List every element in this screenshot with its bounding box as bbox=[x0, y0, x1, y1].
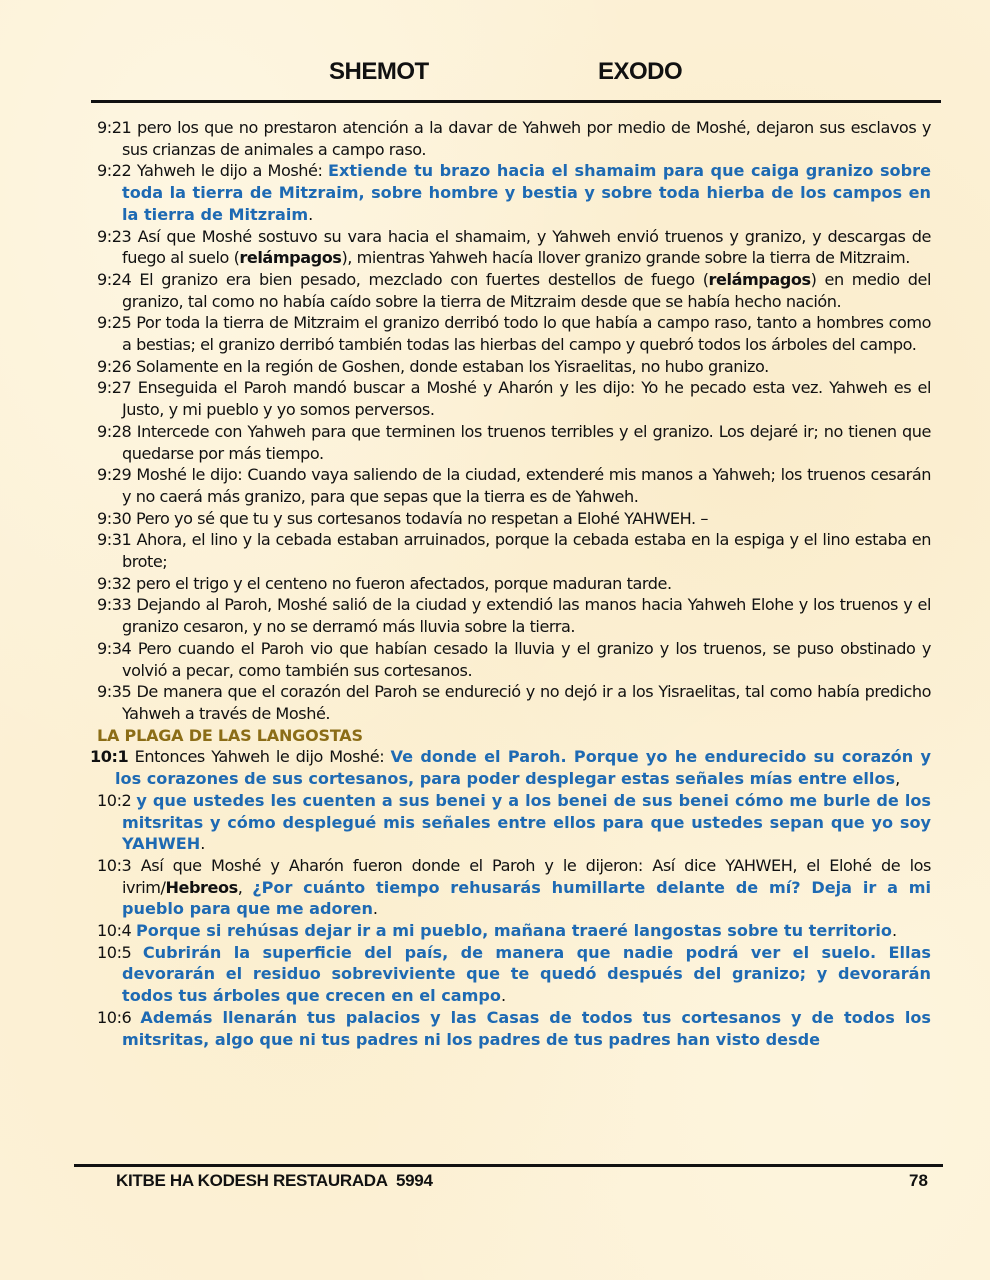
verse bbox=[97, 638, 931, 681]
verse-number: 9:26 bbox=[97, 356, 132, 376]
emphasis: Hebreos bbox=[165, 877, 238, 897]
verse-text: Yahweh le dijo a Moshé: bbox=[131, 161, 329, 181]
verse-text: . bbox=[501, 986, 506, 1006]
verse bbox=[97, 594, 931, 637]
verse-number: 9:33 bbox=[97, 595, 132, 615]
verse-text: ), mientras Yahweh hacía llover granizo grande sobre la tierra de Mitzraim. bbox=[341, 248, 910, 268]
verse-number: 10:1 bbox=[90, 747, 129, 767]
verse bbox=[97, 508, 931, 530]
verse bbox=[97, 790, 931, 855]
verse bbox=[97, 117, 931, 160]
verse-text: Intercede con Yahweh para que terminen los truenos terribles y el granizo. Los dejaré ir; no tienen que quedarse por más tiempo. bbox=[122, 421, 931, 463]
verse-text: pero los que no prestaron atención a la davar de Yahweh por medio de Moshé, dejaron sus esclavos y sus crianzas de animales a campo raso. bbox=[122, 118, 931, 159]
verse bbox=[97, 464, 931, 507]
verse-number: 9:25 bbox=[97, 313, 132, 333]
verse-list-chapter-10 bbox=[90, 746, 932, 1050]
verse bbox=[97, 529, 931, 572]
verse-text: ) en medio del granizo, tal como no había caído sobre la tierra de Mitzraim desde que se había hecho nación. bbox=[122, 269, 931, 311]
footer-title: KITBE HA KODESH RESTAURADA 5994 bbox=[116, 1171, 433, 1190]
verse-number: 9:22 bbox=[97, 161, 132, 181]
verse bbox=[97, 312, 931, 355]
verse-text: . bbox=[891, 921, 897, 941]
verse-text: Enseguida el Paroh mandó buscar a Moshé y Aharón y les dijo: Yo he pecado esta vez. Yahweh es el Justo, y mi pueblo y yo somos perversos. bbox=[122, 378, 931, 420]
verse-text: Dejando al Paroh, Moshé salió de la ciudad y extendió las manos hacia Yahweh Elohe y los truenos y el granizo cesaron, y no se derramó más lluvia sobre la tierra. bbox=[122, 595, 931, 637]
page-number: 78 bbox=[909, 1171, 928, 1190]
verse-text: El granizo era bien pesado, mezclado con fuertes destellos de fuego ( bbox=[131, 269, 709, 289]
verse-number: 9:21 bbox=[97, 118, 132, 137]
verse-text: pero el trigo y el centeno no fueron afectados, porque maduran tarde. bbox=[131, 573, 672, 593]
verse-number: 9:32 bbox=[97, 573, 132, 593]
verse-text: Moshé le dijo: Cuando vaya saliendo de la ciudad, extenderé mis manos a Yahweh; los truenos cesarán y no caerá más granizo, para que sepas que la tierra es de Yahweh. bbox=[122, 465, 931, 506]
verse-number: 9:31 bbox=[97, 530, 132, 550]
verse-number: 9:23 bbox=[97, 226, 132, 246]
verse-number: 10:4 bbox=[97, 921, 132, 941]
verse bbox=[97, 160, 931, 225]
verse-text: Así que Moshé y Aharón fueron donde el Paroh y le dijeron: Así dice YAHWEH, el Elohé de los ivrim/ bbox=[122, 855, 931, 897]
verse bbox=[97, 855, 931, 920]
verse bbox=[97, 920, 931, 942]
verse-number: 9:29 bbox=[97, 465, 132, 485]
verse-text: Así que Moshé sostuvo su vara hacia el shamaim, y Yahweh envió truenos y granizo, y descargas de fuego al suelo ( bbox=[122, 226, 931, 268]
verse-number: 10:3 bbox=[97, 855, 132, 875]
verse-text: Por toda la tierra de Mitzraim el granizo derribó todo lo que había a campo raso, tanto a hombres como a bestias; el granizo derribó también todas las hierbas del campo y quebró todos los árboles del campo. bbox=[122, 313, 931, 355]
verse-text: , bbox=[237, 877, 253, 897]
verse bbox=[97, 269, 931, 312]
book-title-hebrew: SHEMOT bbox=[329, 58, 429, 85]
verse bbox=[97, 226, 931, 269]
verse-number: 10:5 bbox=[97, 942, 132, 962]
verse-text: . bbox=[372, 899, 378, 919]
divine-speech: Extiende tu brazo hacia el shamaim para que caiga granizo sobre toda la tierra de Mitzraim, sobre hombre y bestia y sobre toda hierba de los campos en la tierra de Mitzraim bbox=[122, 161, 931, 224]
emphasis: relámpagos bbox=[239, 248, 342, 268]
verse-text: De manera que el corazón del Paroh se endureció y no dejó ir a los Yisraelitas, tal como había predicho Yahweh a través de Moshé. bbox=[122, 682, 931, 723]
verse-text: . bbox=[308, 204, 313, 224]
verse-number: 10:6 bbox=[97, 1007, 132, 1027]
verse bbox=[97, 377, 931, 420]
verse bbox=[90, 746, 931, 789]
verse bbox=[97, 1007, 931, 1050]
verse-number: 9:30 bbox=[97, 508, 132, 528]
verse-number: 9:34 bbox=[97, 638, 132, 658]
page-header bbox=[0, 58, 990, 90]
divine-speech: ¿Por cuánto tiempo rehusarás humillarte delante de mí? Deja ir a mi pueblo para que me adoren bbox=[122, 877, 931, 919]
scripture-text bbox=[90, 117, 932, 1050]
verse-text bbox=[131, 943, 142, 962]
verse-list-chapter-9 bbox=[97, 117, 931, 725]
verse-text: Solamente en la región de Goshen, donde estaban los Yisraelitas, no hubo granizo. bbox=[131, 356, 769, 376]
verse-text: Entonces Yahweh le dijo Moshé: bbox=[128, 747, 391, 767]
verse-text: . bbox=[200, 834, 205, 854]
verse-number: 9:35 bbox=[97, 682, 132, 702]
section-heading: LA PLAGA DE LAS LANGOSTAS bbox=[97, 725, 363, 745]
verse bbox=[97, 942, 931, 1007]
divine-speech: Además llenarán tus palacios y las Casas de todos tus cortesanos y de todos los mitsritas, algo que ni tus padres ni los padres de tus padres han visto desde bbox=[122, 1007, 931, 1049]
verse-text: Pero yo sé que tu y sus cortesanos todavía no respetan a Elohé YAHWEH. – bbox=[131, 508, 708, 528]
divine-speech: y que ustedes les cuenten a sus benei y a los benei de sus benei cómo me burle de los mitsritas y cómo desplegué mis señales entre ellos para que ustedes sepan que yo soy YAHWEH bbox=[122, 790, 931, 854]
verse-text: Ahora, el lino y la cebada estaban arruinados, porque la cebada estaba en la espiga y el lino estaba en brote; bbox=[122, 530, 931, 572]
book-title-spanish: EXODO bbox=[598, 58, 683, 85]
verse bbox=[97, 681, 931, 724]
verse-text: , bbox=[895, 769, 900, 789]
header-rule bbox=[91, 100, 941, 103]
divine-speech: Cubrirán la superficie del país, de manera que nadie podrá ver el suelo. Ellas devorarán el residuo sobreviviente que te quedó después del granizo; y devorarán todos tus árboles que crecen en el campo bbox=[122, 942, 932, 1006]
verse-text: Pero cuando el Paroh vio que habían cesado la lluvia y el granizo y los truenos, se puso obstinado y volvió a pecar, como también sus cortesanos. bbox=[122, 638, 931, 680]
verse-number: 9:28 bbox=[97, 421, 132, 441]
divine-speech: Porque si rehúsas dejar ir a mi pueblo, mañana traeré langostas sobre tu territorio bbox=[136, 921, 892, 941]
verse bbox=[97, 356, 931, 378]
emphasis: relámpagos bbox=[708, 269, 811, 289]
verse-number: 9:24 bbox=[97, 269, 132, 289]
verse bbox=[97, 573, 931, 595]
divine-speech: Ve donde el Paroh. Porque yo he endurecido su corazón y los corazones de sus cortesanos, para poder desplegar estas señales mías entre ellos bbox=[115, 747, 931, 789]
footer-rule bbox=[74, 1164, 943, 1167]
verse-number: 10:2 bbox=[97, 790, 132, 810]
verse bbox=[97, 421, 931, 464]
page-footer bbox=[0, 1171, 990, 1195]
verse-number: 9:27 bbox=[97, 378, 132, 398]
